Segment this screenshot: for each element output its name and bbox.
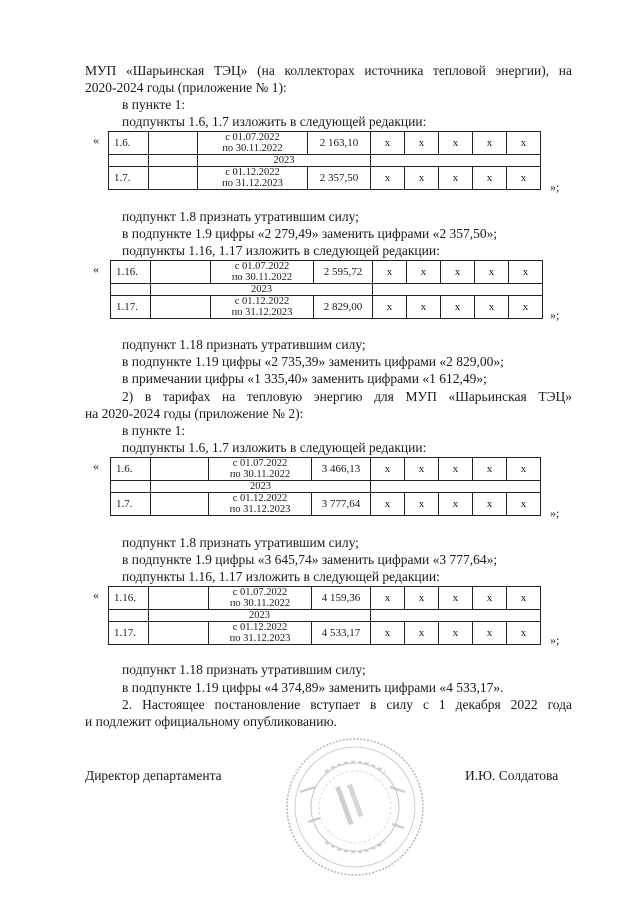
amendment-line: в подпункте 1.19 цифры «4 374,89» заменить цифрами «4 533,17».: [122, 680, 504, 695]
table-row: [109, 610, 541, 622]
mark-cell: х: [439, 622, 473, 645]
official-seal-stamp: [280, 732, 430, 882]
year-cell: 2023: [151, 284, 373, 296]
period-to: по 30.11.2022: [222, 143, 283, 154]
period-from: с 01.07.2022: [232, 458, 288, 469]
period-from: с 01.12.2022: [232, 493, 288, 504]
period-cell: [209, 493, 312, 516]
mark-cell: х: [371, 587, 405, 610]
tariff-value: 3 466,13: [312, 458, 371, 481]
row-number: 1.6.: [111, 458, 151, 481]
empty-cell: [151, 296, 211, 319]
table-row: [111, 458, 541, 481]
open-quote: «: [93, 262, 99, 276]
empty-cell: [109, 155, 149, 167]
empty-cell: [149, 587, 209, 610]
period-from: с 01.07.2022: [234, 261, 290, 272]
mark-cell: х: [473, 167, 507, 190]
table-row: [109, 132, 541, 155]
mark-cell: х: [473, 493, 507, 516]
mark-cell: х: [439, 493, 473, 516]
mark-cell: х: [473, 587, 507, 610]
close-quote: »;: [550, 506, 560, 520]
period-from: с 01.12.2022: [225, 167, 280, 178]
row-number: 1.17.: [111, 296, 151, 319]
row-number: 1.16.: [111, 261, 151, 284]
edit-title: подпункты 1.6, 1.7 изложить в следующей редакции:: [122, 114, 427, 129]
mark-cell: х: [371, 132, 405, 155]
year-cell: 2023: [198, 155, 371, 167]
mark-cell: х: [507, 167, 541, 190]
final-line-2: и подлежит официальному опубликованию.: [85, 714, 337, 729]
period-from: с 01.12.2022: [232, 622, 288, 633]
signatory-position: Директор департамента: [85, 768, 222, 783]
mark-cell: х: [439, 587, 473, 610]
mark-cell: х: [405, 587, 439, 610]
tariff-table-3: [110, 457, 541, 516]
table-row: [111, 284, 543, 296]
period-cell: [198, 132, 308, 155]
tariff-value: 2 357,50: [308, 167, 371, 190]
period-from: с 01.12.2022: [234, 296, 290, 307]
year-cell: 2023: [149, 610, 371, 622]
table-row: [111, 261, 543, 284]
mark-cell: х: [475, 261, 509, 284]
empty-cell: [109, 610, 149, 622]
amendment-line: подпункт 1.8 признать утратившим силу;: [122, 209, 359, 224]
open-quote: «: [93, 588, 99, 602]
tariff-table-4: [108, 586, 541, 645]
empty-cell: [149, 167, 198, 190]
mark-cell: х: [507, 458, 541, 481]
mark-cell: х: [473, 132, 507, 155]
mark-cell: х: [439, 458, 473, 481]
tariff-value: 3 777,64: [312, 493, 371, 516]
tariff-value: 2 163,10: [308, 132, 371, 155]
row-number: 1.7.: [111, 493, 151, 516]
mark-cell: х: [405, 132, 439, 155]
edit-title: подпункты 1.16, 1.17 изложить в следующей редакции:: [122, 569, 440, 584]
table-row: [111, 296, 543, 319]
mark-cell: х: [507, 132, 541, 155]
amendment-line: подпункт 1.18 признать утратившим силу;: [122, 662, 366, 677]
row-number: 1.17.: [109, 622, 149, 645]
mark-cell: х: [373, 296, 407, 319]
tariff-value: 2 829,00: [314, 296, 373, 319]
amendment-line: в подпункте 1.9 цифры «2 279,49» заменить цифрами «2 357,50»;: [122, 226, 498, 241]
item-label: в пункте 1:: [122, 97, 186, 112]
mark-cell: х: [407, 261, 441, 284]
table-row: [109, 587, 541, 610]
amendment-line: подпункт 1.18 признать утратившим силу;: [122, 337, 366, 352]
close-quote: »;: [550, 633, 560, 647]
year-cell: 2023: [151, 481, 371, 493]
period-to: по 30.11.2022: [231, 272, 293, 283]
amendment-line: в подпункте 1.19 цифры «2 735,39» заменить цифрами «2 829,00»;: [122, 354, 504, 369]
edit-title: подпункты 1.6, 1.7 изложить в следующей редакции:: [122, 440, 427, 455]
period-from: с 01.07.2022: [232, 587, 288, 598]
empty-cell: [373, 284, 543, 296]
table-row: [109, 167, 541, 190]
mark-cell: х: [441, 261, 475, 284]
mark-cell: х: [441, 296, 475, 319]
period-cell: [209, 458, 312, 481]
empty-cell: [111, 481, 151, 493]
empty-cell: [371, 155, 541, 167]
mark-cell: х: [405, 493, 439, 516]
mark-cell: х: [509, 296, 543, 319]
mark-cell: х: [373, 261, 407, 284]
empty-cell: [151, 261, 211, 284]
mark-cell: х: [507, 493, 541, 516]
amendment-line: в примечании цифры «1 335,40» заменить цифрами «1 612,49»;: [122, 371, 487, 386]
period-cell: [211, 296, 314, 319]
empty-cell: [149, 622, 209, 645]
mark-cell: х: [439, 132, 473, 155]
mark-cell: х: [371, 622, 405, 645]
period-cell: [198, 167, 308, 190]
part2-line-1: 2) в тарифах на тепловую энергию для МУП «Шарьинская ТЭЦ»: [122, 389, 572, 404]
period-from: с 01.07.2022: [225, 132, 280, 143]
period-cell: [209, 587, 312, 610]
mark-cell: х: [405, 458, 439, 481]
tariff-table-2: [110, 260, 543, 319]
close-quote: »;: [550, 180, 560, 194]
period-to: по 31.12.2023: [229, 633, 291, 644]
period-to: по 31.12.2023: [229, 504, 291, 515]
table-row: [111, 493, 541, 516]
item-label: в пункте 1:: [122, 423, 186, 438]
period-to: по 30.11.2022: [229, 469, 291, 480]
table-row: [111, 481, 541, 493]
tariff-value: 4 159,36: [312, 587, 371, 610]
row-number: 1.6.: [109, 132, 149, 155]
period-to: по 31.12.2023: [231, 307, 293, 318]
mark-cell: х: [371, 458, 405, 481]
mark-cell: х: [475, 296, 509, 319]
table-row: [109, 622, 541, 645]
empty-cell: [151, 458, 209, 481]
final-line-1: 2. Настоящее постановление вступает в силу с 1 декабря 2022 года: [122, 697, 572, 712]
intro-line-2: 2020-2024 годы (приложение № 1):: [85, 80, 287, 95]
period-cell: [211, 261, 314, 284]
tariff-table-1: [108, 131, 541, 190]
mark-cell: х: [439, 167, 473, 190]
open-quote: «: [93, 459, 99, 473]
table-row: [109, 155, 541, 167]
mark-cell: х: [405, 167, 439, 190]
mark-cell: х: [371, 493, 405, 516]
mark-cell: х: [473, 458, 507, 481]
empty-cell: [149, 132, 198, 155]
empty-cell: [149, 155, 198, 167]
mark-cell: х: [405, 622, 439, 645]
amendment-line: в подпункте 1.9 цифры «3 645,74» заменить цифрами «3 777,64»;: [122, 552, 498, 567]
empty-cell: [111, 284, 151, 296]
mark-cell: х: [509, 261, 543, 284]
amendment-line: подпункт 1.8 признать утратившим силу;: [122, 535, 359, 550]
part2-line-2: на 2020-2024 годы (приложение № 2):: [85, 406, 304, 421]
edit-title: подпункты 1.16, 1.17 изложить в следующей редакции:: [122, 243, 440, 258]
open-quote: «: [93, 133, 99, 147]
mark-cell: х: [507, 587, 541, 610]
row-number: 1.16.: [109, 587, 149, 610]
intro-line-1: МУП «Шарьинская ТЭЦ» (на коллекторах источника тепловой энергии), на: [85, 63, 572, 78]
period-cell: [209, 622, 312, 645]
empty-cell: [371, 610, 541, 622]
signatory-name: И.Ю. Солдатова: [465, 768, 559, 783]
tariff-value: 4 533,17: [312, 622, 371, 645]
tariff-value: 2 595,72: [314, 261, 373, 284]
mark-cell: х: [473, 622, 507, 645]
mark-cell: х: [507, 622, 541, 645]
period-to: по 30.11.2022: [229, 598, 291, 609]
row-number: 1.7.: [109, 167, 149, 190]
mark-cell: х: [407, 296, 441, 319]
empty-cell: [151, 493, 209, 516]
period-to: по 31.12.2023: [222, 178, 283, 189]
mark-cell: х: [371, 167, 405, 190]
empty-cell: [371, 481, 541, 493]
close-quote: »;: [550, 308, 560, 322]
